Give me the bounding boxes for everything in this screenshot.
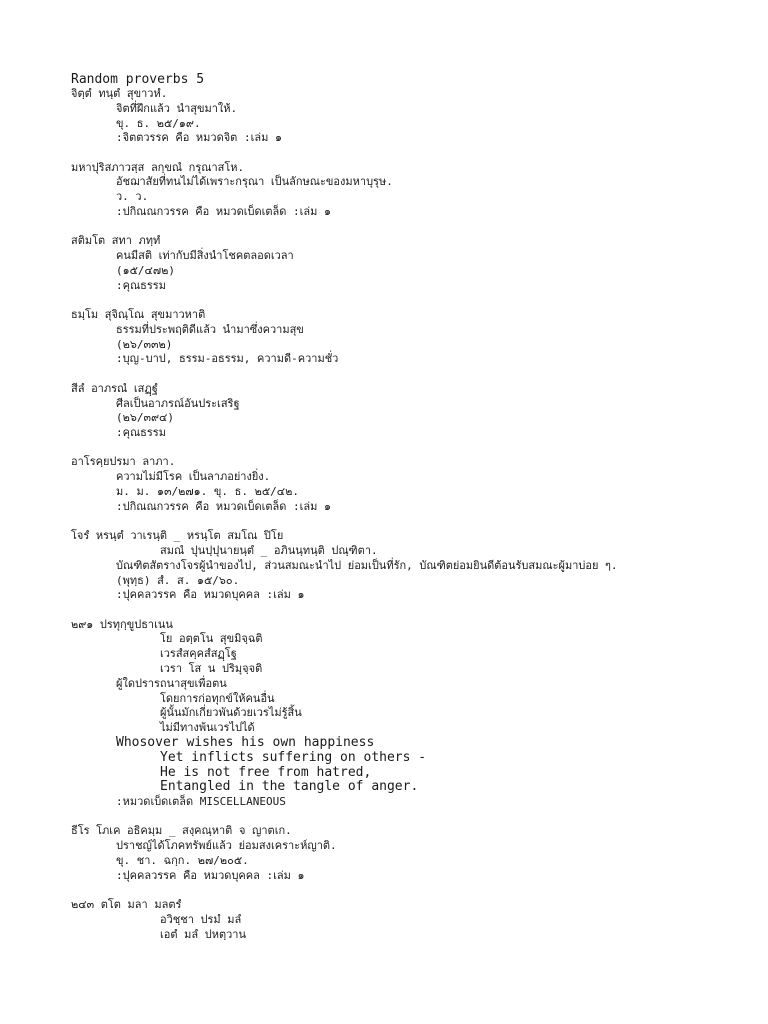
proverb-text-line: (๑๕/๔๗๒) [116,263,176,277]
proverb-list [71,87,751,943]
proverb-heading-line: ๒๙๑ ปรทุกฺขูปธาเนน [71,617,173,631]
proverb-text-line: อวิชฺชา ปรมํ มลํ [160,912,242,926]
proverb-text-line: Yet inflicts suffering on others - [160,749,427,765]
proverb-text-line: ผู้นั้นมักเกี่ยวพันด้วยเวรไม่รู้สิ้น [160,706,302,720]
proverb-text-line: He is not free from hatred, [160,764,372,780]
proverb-heading-line: ๒๔๓ ตโต มลา มลตรํ [71,898,182,912]
proverb-text-line: Entangled in the tangle of anger. [160,779,419,795]
proverb-text-line: อัชฌาสัยที่ทนไม่ได้เพราะกรุณา เป็นลักษณะของมหาบุรุษ. [116,175,393,189]
proverb-entry [71,824,751,883]
proverb-text-line: โย อตฺตโน สุขมิจฺฉติ [160,632,263,646]
proverb-text-line: :ปุคคลวรรค คือ หมวดบุคคล :เล่ม ๑ [116,588,305,602]
proverb-heading-line: สีลํ อาภรณํ เสฏฺฐํ [71,381,158,395]
proverb-text-line: :จิตตวรรค คือ หมวดจิต :เล่ม ๑ [116,131,282,145]
proverb-text-line: :ปุคคลวรรค คือ หมวดบุคคล :เล่ม ๑ [116,868,305,882]
proverb-heading-line: โจรํ หรนฺตํ วาเรนฺติ _ หรนฺโต สมโณ ปิโย [71,529,284,543]
proverb-text-line: (๒๖/๓๙๔) [116,411,175,425]
proverb-entry [71,618,751,810]
proverb-text-line: :คุณธรรม [116,278,166,292]
proverb-entry [71,455,751,514]
proverb-text-line: สมณํ ปุนปฺปุนายนฺตํ _ อภินนฺทนฺติ ปณฺฑิตา. [160,543,378,557]
proverb-heading-line: อาโรคฺยปรมา ลาภา. [71,455,176,469]
proverb-text-line: เวรสํสคฺคสํสฏฺโฐ [160,647,237,661]
proverb-entry [71,87,751,146]
proverb-entry [71,382,751,441]
proverb-text-line: :ปกิณณกวรรค คือ หมวดเบ็ดเตล็ด :เล่ม ๑ [116,205,331,219]
proverb-text-line: (พุทฺธ) สํ. ส. ๑๕/๖๐. [116,573,240,587]
proverb-entry [71,308,751,367]
proverb-text-line: :ปกิณณกวรรค คือ หมวดเบ็ดเตล็ด :เล่ม ๑ [116,499,331,513]
proverb-text-line: Whosover wishes his own happiness [116,734,375,750]
proverb-heading-line: สติมโต สทา ภทฺทํ [71,234,161,248]
proverb-heading-line: ธมฺโม สุจิณฺโณ สุขมาวหาติ [71,308,206,322]
proverb-text-line: คนมีสติ เท่ากับมีสิ่งนำโชคตลอดเวลา [116,249,294,263]
proverb-heading-line: จิตฺตํ ทนฺตํ สุขาวหํ. [71,87,168,100]
proverb-text-line: :หมวดเบ็ดเตล็ด MISCELLANEOUS [116,795,286,809]
proverb-text-line: ผู้ใดปรารถนาสุขเพื่อตน [116,676,227,690]
proverb-text-line: ศีลเป็นอาภรณ์อันประเสริฐ [116,396,240,410]
proverb-text-line: ไม่มีทางพ้นเวรไปได้ [160,721,255,735]
proverb-text-line: โดยการก่อทุกข์ให้คนอื่น [160,691,275,705]
proverb-entry [71,898,751,942]
proverb-text-line: บัณฑิตสัตรางโจรผู้นำของไป, ส่วนสมณะนำไป ย่อมเป็นที่รัก, บัณฑิตย่อมยินดีต้อนรับสมณะผู้มาบ่อย ๆ. [116,558,618,572]
proverb-entry [71,529,751,603]
proverb-text-line: ม. ม. ๑๓/๒๗๑. ขุ. ธ. ๒๕/๔๒. [116,485,299,499]
proverb-text-line: เวรา โส น ปริมุจฺจติ [160,662,263,675]
proverb-text-line: :คุณธรรม [116,426,166,440]
proverb-text-line: :บุญ-บาป, ธรรม-อธรรม, ความดี-ความชั่ว [116,352,339,366]
proverb-text-line: จิตที่ฝึกแล้ว นำสุขมาให้. [116,101,238,115]
proverb-text-line: ความไม่มีโรค เป็นลาภอย่างยิ่ง. [116,470,271,484]
document-title: Random proverbs 5 [71,72,205,87]
proverb-text-line: (๒๖/๓๓๒) [116,337,173,351]
proverb-heading-line: มหาปุริสภาวสฺส ลกฺขณํ กรุณาสโห. [71,160,245,174]
proverb-entry [71,161,751,220]
proverb-text-line: เอตํ มลํ ปหตฺวาน [160,927,246,941]
proverb-text-line: ปราชญ์ได้โภคทรัพย์แล้ว ย่อมสงเคราะห์ญาติ. [116,839,337,853]
proverb-entry [71,234,751,293]
proverb-text-line: ขุ. ชา. ฉกฺก. ๒๗/๒๐๕. [116,854,249,868]
proverb-text-line: ขุ. ธ. ๒๕/๑๙. [116,116,201,130]
proverb-heading-line: ธีโร โภเค อธิคมฺม _ สงฺคณฺหาติ จ ญาตเก. [71,824,292,838]
proverb-text-line: ว. ว. [116,190,149,204]
document-page [71,72,751,957]
proverb-text-line: ธรรมที่ประพฤติดีแล้ว นำมาซึ่งความสุข [116,322,304,336]
